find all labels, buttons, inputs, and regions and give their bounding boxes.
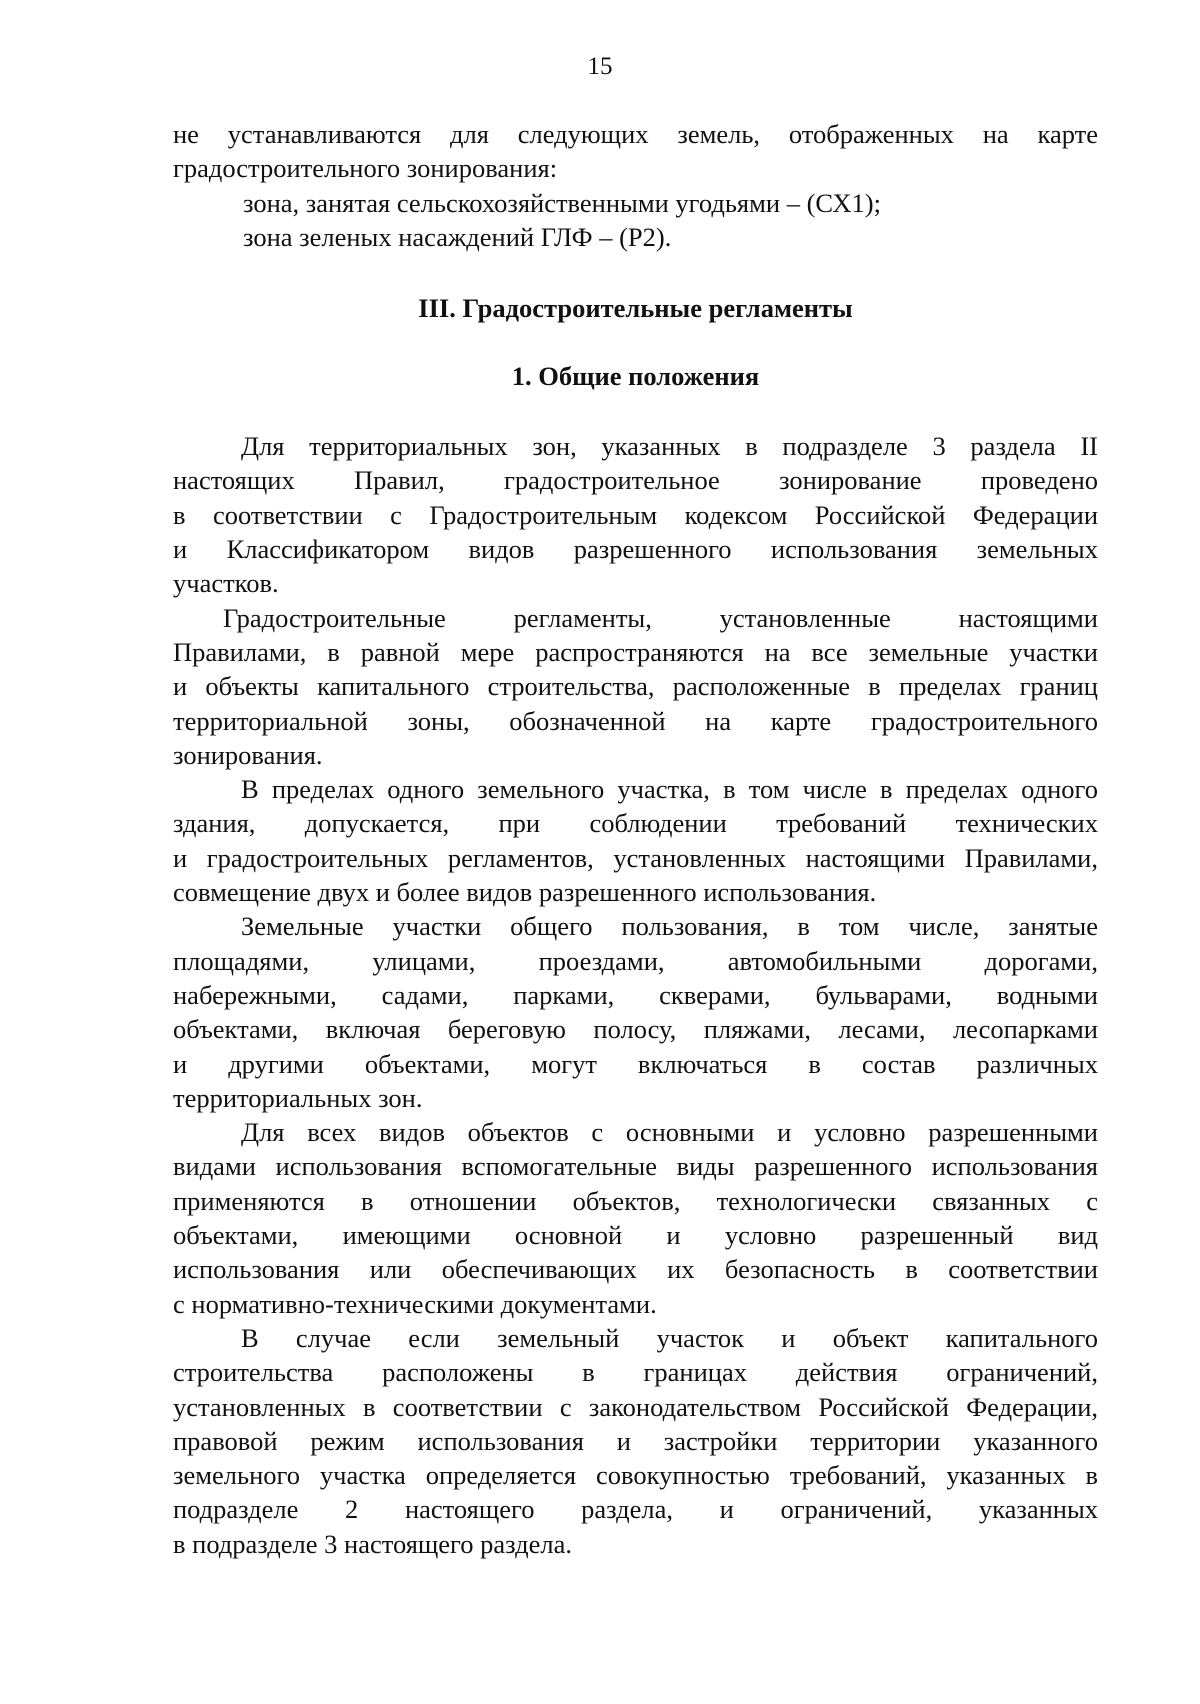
list-item: зона, занятая сельскохозяйственными угодьями – (СХ1); <box>243 187 881 218</box>
text-line: с нормативно-техническими документами. <box>173 1288 657 1319</box>
paragraph <box>173 601 1098 772</box>
text-line: здания, допускается, при соблюдении требований технических <box>173 808 1098 839</box>
text-line: видами использования вспомогательные виды разрешенного использования <box>173 1151 1098 1182</box>
text-line: использования или обеспечивающих их безопасность в соответствии <box>173 1254 1098 1285</box>
text-line: В пределах одного земельного участка, в том числе в пределах одного <box>241 774 1098 805</box>
text-line: и градостроительных регламентов, установленных настоящими Правилами, <box>173 842 1098 873</box>
text-line: градостроительного зонирования: <box>173 153 558 184</box>
text-line: Для всех видов объектов с основными и условно разрешенными <box>241 1117 1098 1148</box>
text-line: применяются в отношении объектов, технологически связанных с <box>173 1185 1098 1216</box>
text-line: объектами, включая береговую полосу, пляжами, лесами, лесопарками <box>173 1014 1098 1045</box>
text-line: участков. <box>173 568 279 599</box>
text-line: строительства расположены в границах действия ограничений, <box>173 1357 1098 1388</box>
paragraph <box>173 1115 1098 1321</box>
subsection-heading: 1. Общие положения <box>511 361 760 392</box>
text-line: настоящих Правил, градостроительное зонирование проведено <box>173 465 1098 496</box>
text-line: объектами, имеющими основной и условно разрешенный вид <box>173 1220 1098 1251</box>
list-item: зона зеленых насаждений ГЛФ – (Р2). <box>243 221 672 252</box>
page-number: 15 <box>587 53 613 80</box>
text-line: набережными, садами, парками, скверами, бульварами, водными <box>173 979 1098 1010</box>
section-heading: III. Градостроительные регламенты <box>418 293 853 324</box>
text-line: В случае если земельный участок и объект капитального <box>241 1322 1098 1353</box>
text-line: правовой режим использования и застройки территории указанного <box>173 1425 1098 1456</box>
text-line: и другими объектами, могут включаться в состав различных <box>173 1048 1098 1079</box>
text-line: Правилами, в равной мере распространяются на все земельные участки <box>173 636 1098 667</box>
paragraph <box>173 1321 1098 1561</box>
paragraph <box>173 429 1098 600</box>
text-line: Для территориальных зон, указанных в подразделе 3 раздела II <box>241 431 1098 462</box>
text-line: площадями, улицами, проездами, автомобильными дорогами, <box>173 945 1098 976</box>
text-line: установленных в соответствии с законодательством Российской Федерации, <box>173 1391 1098 1422</box>
text-line: территориальной зоны, обозначенной на карте градостроительного <box>173 705 1098 736</box>
intro-text <box>173 117 1098 254</box>
text-line: в подразделе 3 настоящего раздела. <box>173 1528 573 1559</box>
text-line: и объекты капитального строительства, расположенные в пределах границ <box>173 671 1098 702</box>
paragraph <box>173 909 1098 1115</box>
text-line: зонирования. <box>173 739 323 770</box>
paragraph <box>173 772 1098 909</box>
document-body <box>173 117 1098 1561</box>
text-line: в соответствии с Градостроительным кодексом Российской Федерации <box>173 499 1098 530</box>
text-line: не устанавливаются для следующих земель, отображенных на карте <box>173 119 1098 149</box>
text-line: и Классификатором видов разрешенного использования земельных <box>173 534 1098 565</box>
text-line: совмещение двух и более видов разрешенного использования. <box>173 877 877 908</box>
text-line: земельного участка определяется совокупностью требований, указанных в <box>173 1460 1098 1491</box>
text-line: подразделе 2 настоящего раздела, и ограничений, указанных <box>173 1494 1098 1525</box>
text-line: территориальных зон. <box>173 1082 423 1113</box>
spacer <box>173 393 1098 429</box>
text-line: Градостроительные регламенты, установленные настоящими <box>223 602 1098 633</box>
text-line: Земельные участки общего пользования, в том числе, занятые <box>241 911 1098 942</box>
